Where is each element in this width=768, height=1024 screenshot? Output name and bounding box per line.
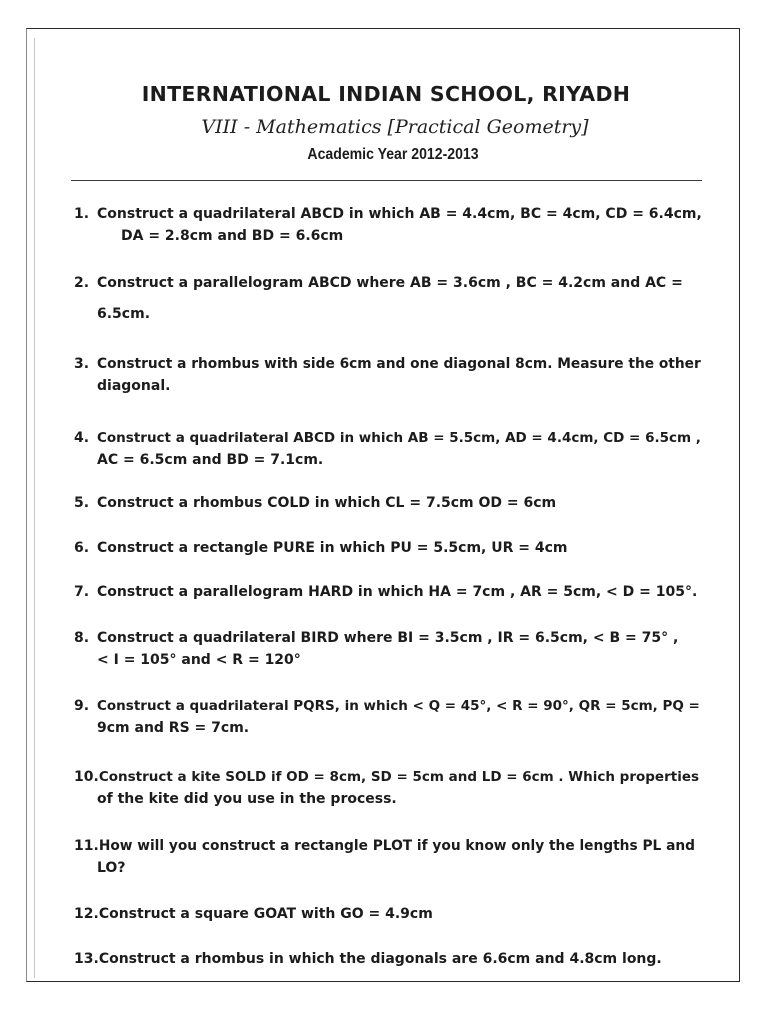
question-item-9 — [74, 695, 706, 739]
question-number: 9. — [74, 698, 90, 714]
question-number: 8. — [74, 630, 90, 646]
question-text: Construct a parallelogram HARD in which HA = 7cm , AR = 5cm, < D = 105°. — [97, 584, 698, 600]
question-text-continued: 6.5cm. — [97, 306, 151, 322]
question-text: Construct a rectangle PURE in which PU = 5.5cm, UR = 4cm — [97, 540, 568, 556]
question-text: Construct a parallelogram ABCD where AB = 3.6cm , BC = 4.2cm and AC = — [97, 275, 683, 291]
question-number: 6. — [74, 540, 90, 556]
question-text: Construct a quadrilateral ABCD in which AB = 4.4cm, BC = 4cm, CD = 6.4cm, — [97, 206, 702, 222]
question-number: 5. — [74, 495, 90, 511]
school-name: INTERNATIONAL INDIAN SCHOOL, RIYADH — [141, 82, 631, 106]
question-number: 1. — [74, 206, 90, 222]
question-text: How will you construct a rectangle PLOT if you know only the lengths PL and — [98, 838, 695, 854]
question-text: Construct a kite SOLD if OD = 8cm, SD = 5cm and LD = 6cm . Which properties — [98, 769, 700, 785]
question-text: Construct a quadrilateral ABCD in which AB = 5.5cm, AD = 4.4cm, CD = 6.5cm , — [97, 430, 701, 446]
question-number: 10. — [74, 769, 99, 785]
academic-year: Academic Year 2012-2013 — [307, 146, 479, 163]
header-divider — [71, 180, 702, 181]
question-text-continued: diagonal. — [97, 378, 171, 394]
question-item-7 — [74, 581, 706, 603]
question-text: Construct a quadrilateral PQRS, in which < Q = 45°, < R = 90°, QR = 5cm, PQ = — [97, 698, 700, 714]
question-number: 3. — [74, 356, 90, 372]
question-text-continued: of the kite did you use in the process. — [97, 791, 397, 807]
question-number: 13. — [74, 951, 99, 967]
question-item-1 — [74, 203, 706, 247]
scan-shadow-line — [34, 38, 35, 978]
question-text: Construct a rhombus with side 6cm and one diagonal 8cm. Measure the other — [97, 356, 701, 372]
question-text-continued: AC = 6.5cm and BD = 7.1cm. — [97, 452, 324, 468]
question-number: 11. — [74, 838, 99, 854]
question-item-10 — [74, 766, 706, 810]
question-item-8 — [74, 627, 706, 671]
question-text-continued: < I = 105° and < R = 120° — [97, 652, 301, 668]
question-item-12 — [74, 903, 706, 925]
question-number: 2. — [74, 275, 90, 291]
document-header — [0, 82, 768, 164]
question-text-continued: LO? — [97, 860, 126, 876]
question-text: Construct a rhombus COLD in which CL = 7.5cm OD = 6cm — [97, 495, 557, 511]
question-item-5 — [74, 492, 706, 514]
question-item-13 — [74, 948, 706, 970]
question-text-continued: 9cm and RS = 7cm. — [97, 720, 250, 736]
question-item-2 — [74, 272, 706, 325]
question-item-6 — [74, 537, 706, 559]
question-number: 4. — [74, 430, 90, 446]
question-number: 7. — [74, 584, 90, 600]
question-text: Construct a rhombus in which the diagonals are 6.6cm and 4.8cm long. — [98, 951, 662, 967]
question-text: Construct a square GOAT with GO = 4.9cm — [98, 906, 433, 922]
question-text-continued: DA = 2.8cm and BD = 6.6cm — [121, 228, 344, 244]
question-item-11 — [74, 835, 706, 879]
question-text: Construct a quadrilateral BIRD where BI = 3.5cm , IR = 6.5cm, < B = 75° , — [97, 630, 679, 646]
subject-title: VIII - Mathematics [Practical Geometry] — [201, 116, 589, 138]
question-item-3 — [74, 353, 706, 397]
question-item-4 — [74, 427, 706, 471]
question-number: 12. — [74, 906, 99, 922]
